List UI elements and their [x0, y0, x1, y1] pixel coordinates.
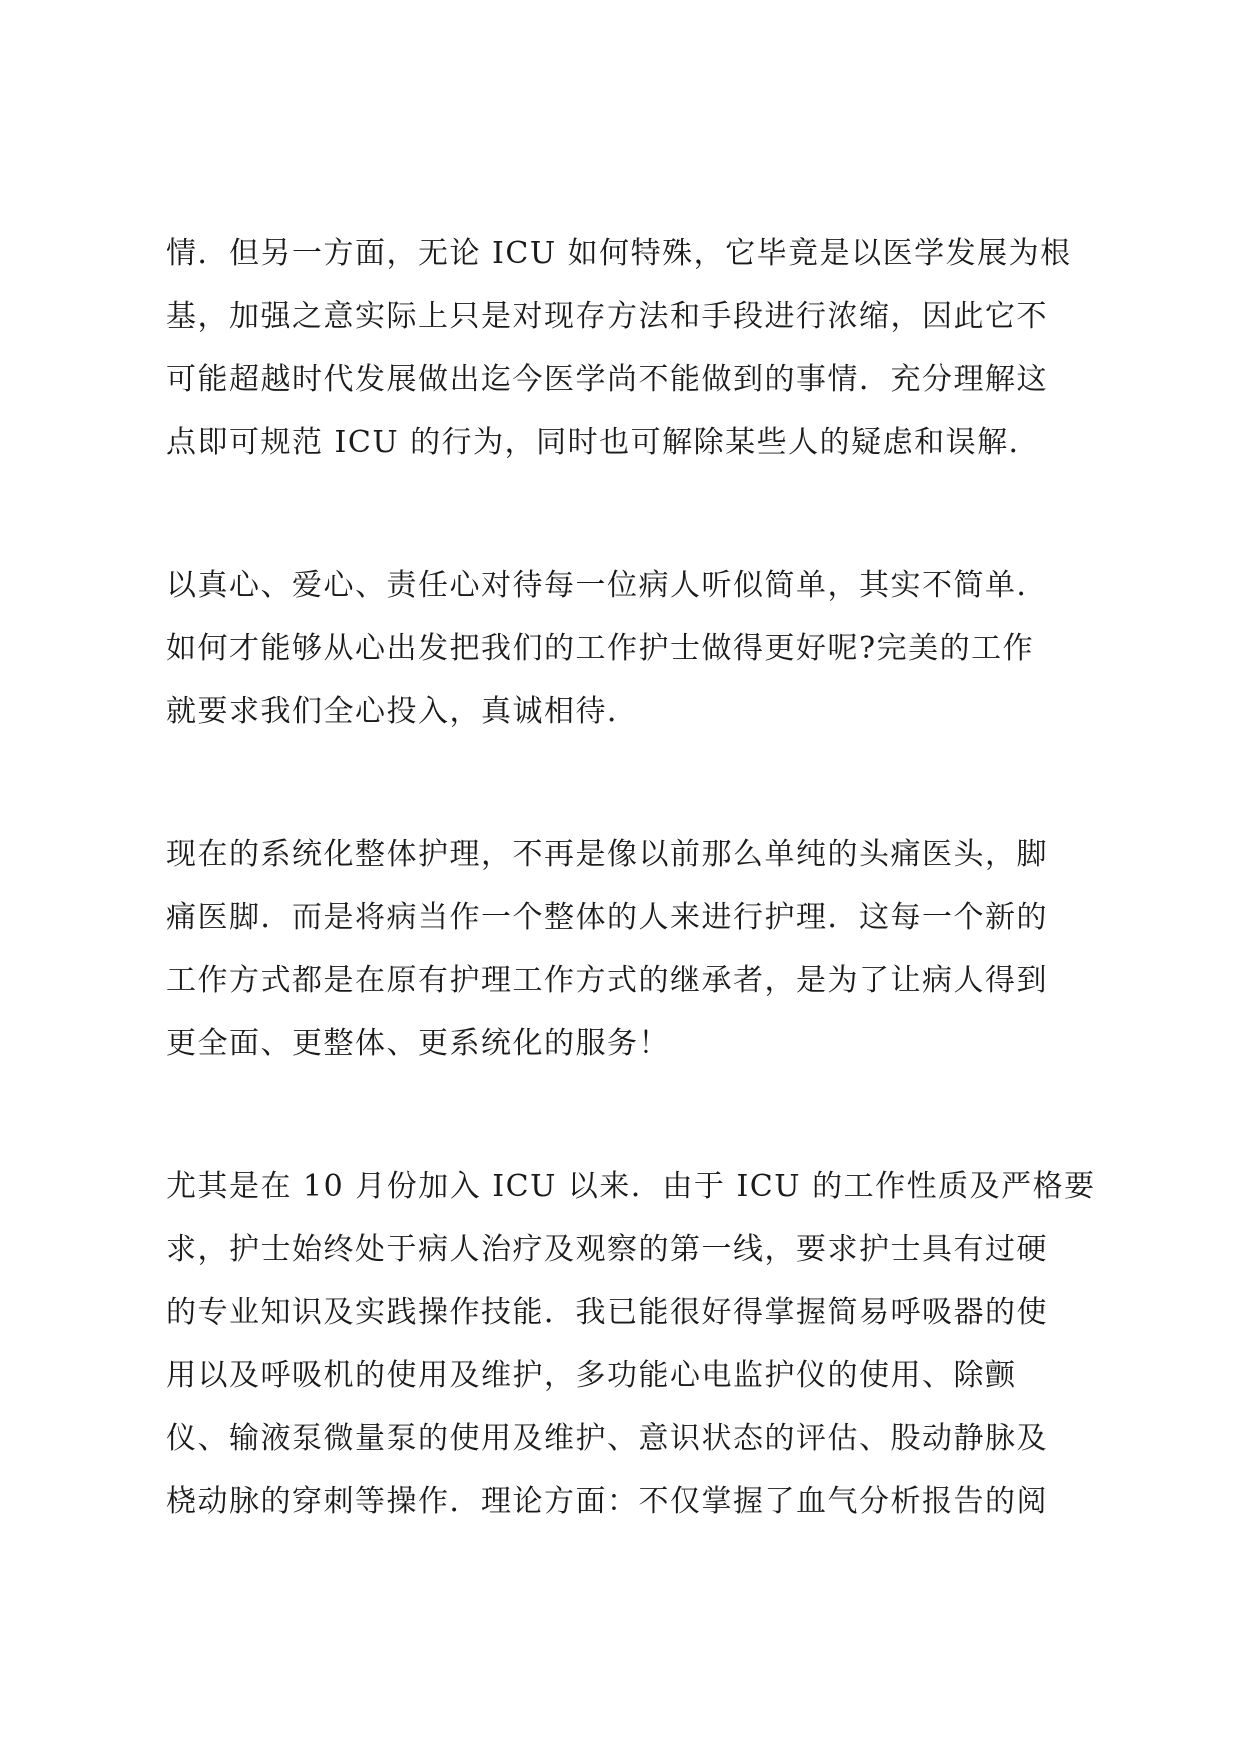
paragraph-4: [166, 1155, 1096, 1533]
text-line: 仪、输液泵微量泵的使用及维护、意识状态的评估、股动静脉及: [166, 1421, 1048, 1456]
text-line: 就要求我们全心投入，真诚相待．: [166, 694, 639, 729]
text-line: 如何才能够从心出发把我们的工作护士做得更好呢?完美的工作: [166, 631, 1035, 666]
text-line: 基，加强之意实际上只是对现存方法和手段进行浓缩，因此它不: [166, 299, 1048, 334]
text-line: 痛医脚．而是将病当作一个整体的人来进行护理．这每一个新的: [166, 900, 1048, 935]
paragraph-1: [166, 222, 1096, 474]
text-line: 点即可规范 ICU 的行为，同时也可解除某些人的疑虑和误解．: [166, 425, 1041, 460]
text-line: 情．但另一方面，无论 ICU 如何特殊，它毕竟是以医学发展为根: [166, 236, 1072, 271]
text-line: 尤其是在 10 月份加入 ICU 以来．由于 ICU 的工作性质及严格要: [166, 1169, 1096, 1204]
text-line: 以真心、爱心、责任心对待每一位病人听似简单，其实不简单．: [166, 568, 1048, 603]
text-line: 用以及呼吸机的使用及维护，多功能心电监护仪的使用、除颤: [166, 1358, 1017, 1393]
text-line: 求，护士始终处于病人治疗及观察的第一线，要求护士具有过硬: [166, 1232, 1048, 1267]
text-line: 现在的系统化整体护理，不再是像以前那么单纯的头痛医头，脚: [166, 837, 1048, 872]
text-line: 工作方式都是在原有护理工作方式的继承者，是为了让病人得到: [166, 963, 1048, 998]
text-line: 桡动脉的穿刺等操作．理论方面：不仅掌握了血气分析报告的阅: [166, 1484, 1048, 1519]
text-line: 更全面、更整体、更系统化的服务！: [166, 1026, 670, 1061]
document-body: [166, 222, 1096, 1613]
paragraph-3: [166, 823, 1096, 1075]
paragraph-2: [166, 554, 1096, 743]
text-line: 可能超越时代发展做出迄今医学尚不能做到的事情．充分理解这: [166, 362, 1048, 397]
text-line: 的专业知识及实践操作技能．我已能很好得掌握简易呼吸器的使: [166, 1295, 1048, 1330]
